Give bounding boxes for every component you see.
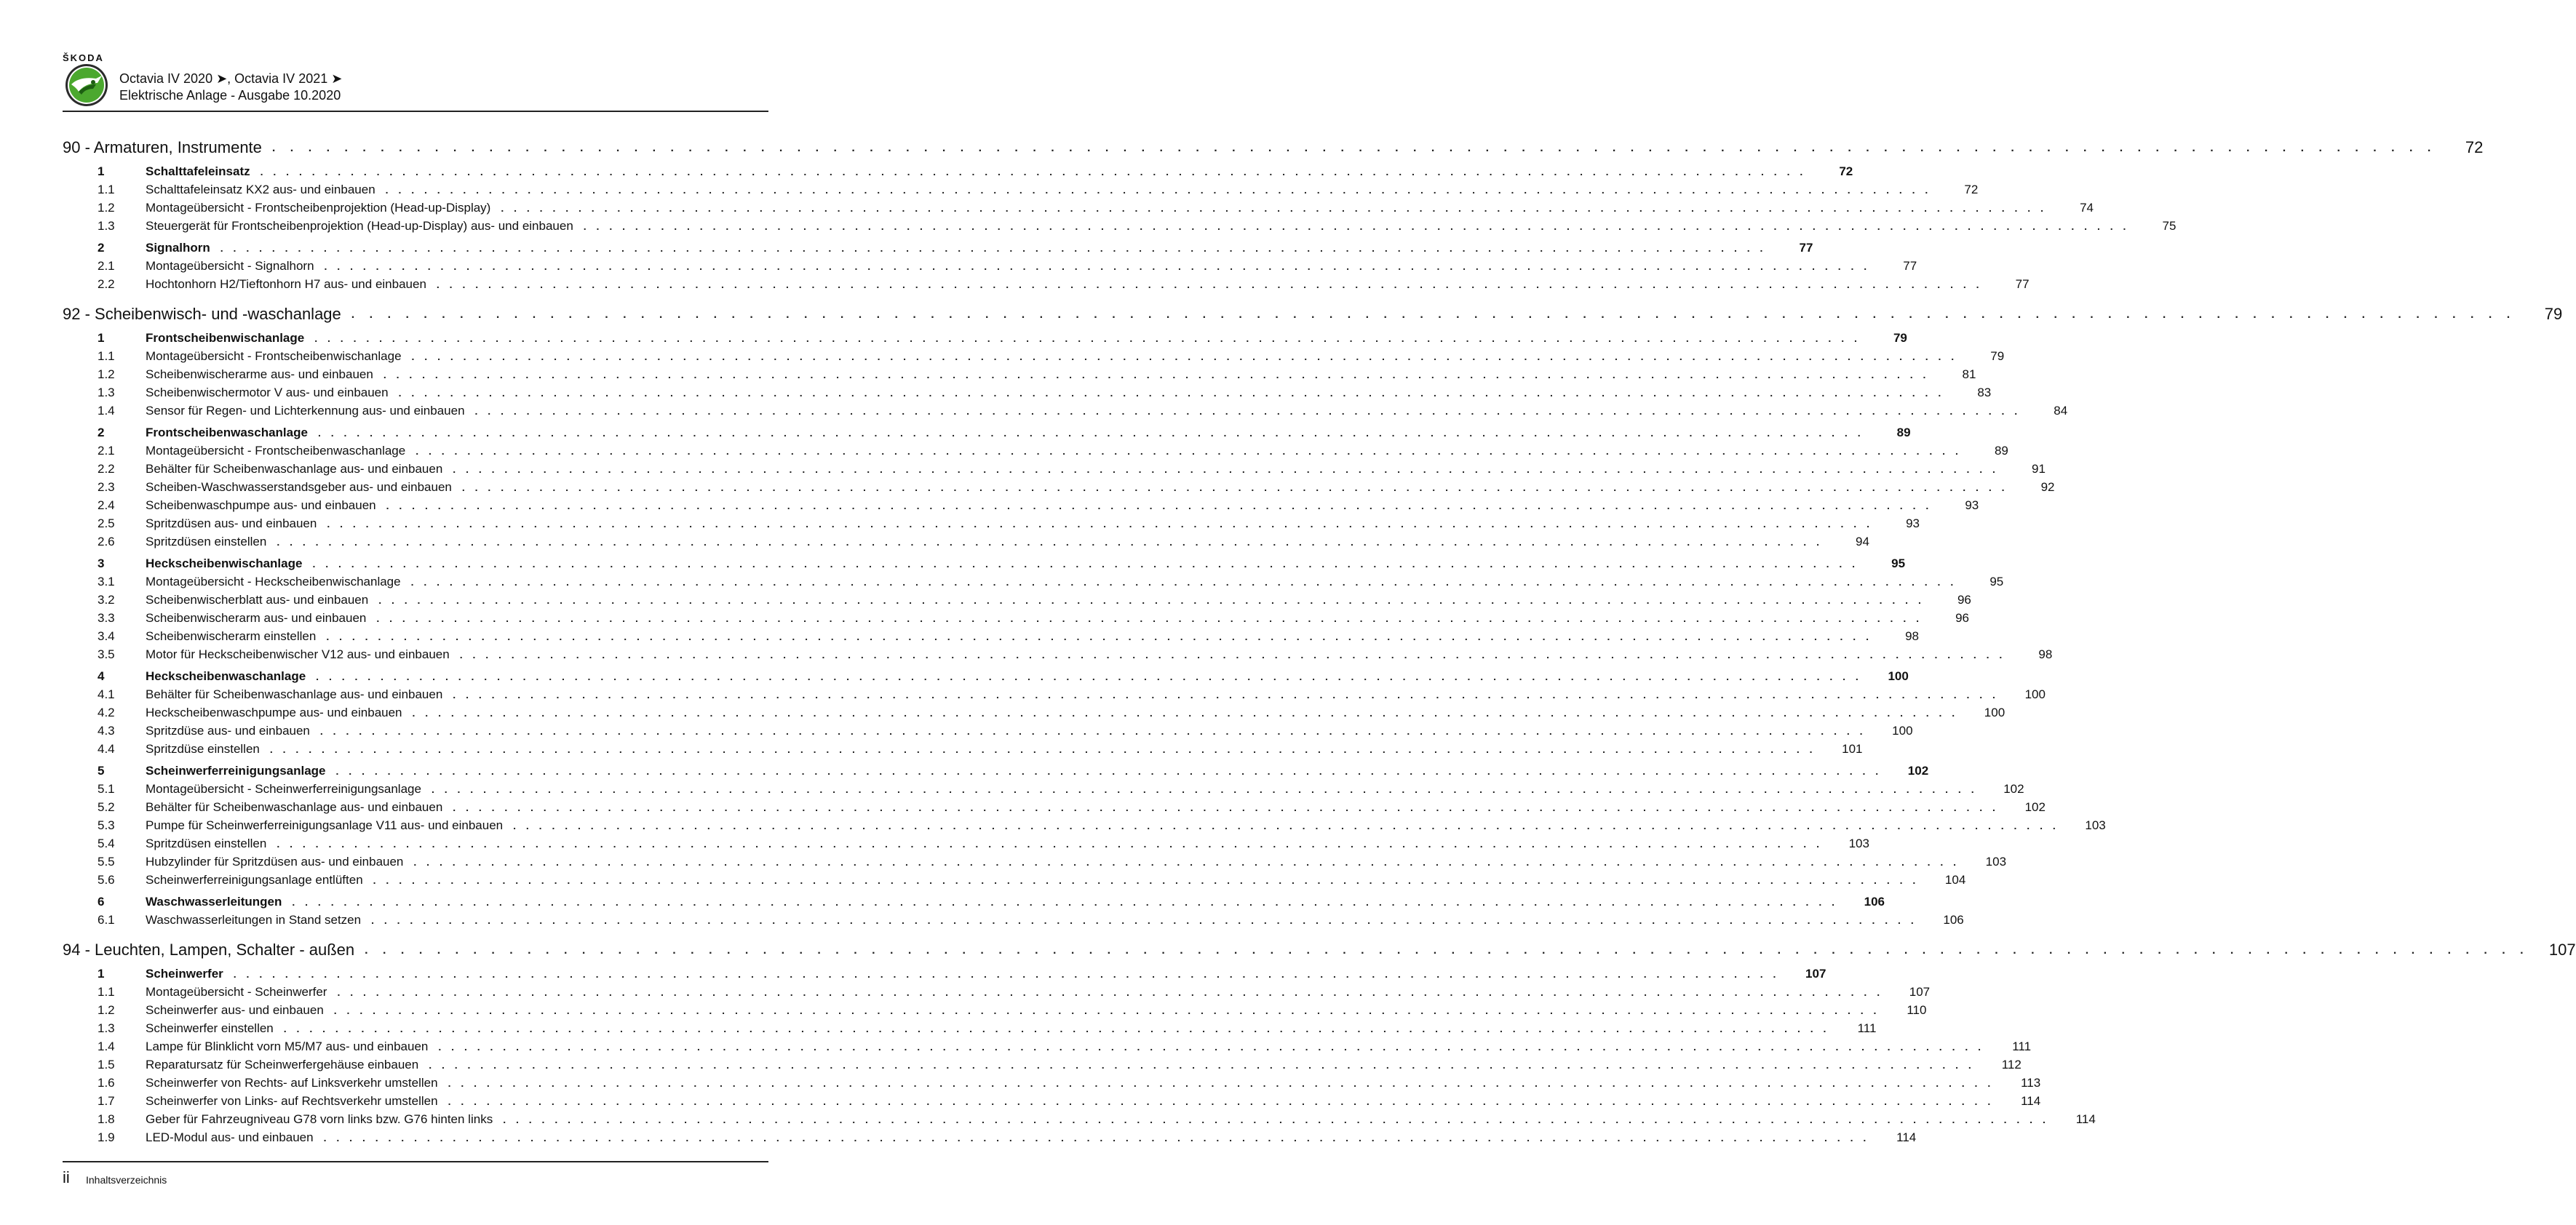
toc-dot-leader: . . . . . . . . . . . . . . . . . . . . . . . . . . . . . . . . . . . . . . . . . . . . . . . . . . . . . . . . . . . . . . . . . . . . . . . . . . . . . . . . . . . . . . . . . . . . . . . . . . . . . . . . . . . . . . . . . . . . . . . . xyxy=(271,142,2437,154)
toc-entry-title: Scheibenwischerblatt aus- und einbauen xyxy=(146,593,369,607)
toc-dot-leader: . . . . . . . . . . . . . . . . . . . . . . . . . . . . . . . . . . . . . . . . . . . . . . . . . . . . . . . . . . . . . . . . . . . . . . . . . . . . . . . . . . . . . . . . . . . . . . . . . . . . . . . . . . . . . . . . . . . . . . . . xyxy=(411,351,1958,362)
toc-page-number: 107 xyxy=(1909,985,1931,999)
toc-dot-leader: . . . . . . . . . . . . . . . . . . . . . . . . . . . . . . . . . . . . . . . . . . . . . . . . . . . . . . . . . . . . . . . . . . . . . . . . . . . . . . . . . . . . . . . . . . . . . . . . . . . . . . . . . . . . . . . . . . . . . . . . xyxy=(378,594,1925,606)
toc-page-number: 72 xyxy=(1839,164,1853,178)
toc-entry-number: 1.5 xyxy=(98,1058,115,1072)
toc-entry-number: 4.3 xyxy=(98,724,115,738)
toc-page-number: 98 xyxy=(1905,629,1919,643)
toc-entry-title: Steuergerät für Frontscheibenprojektion (Head-up-Display) aus- und einbauen xyxy=(146,219,573,233)
toc-dot-leader: . . . . . . . . . . . . . . . . . . . . . . . . . . . . . . . . . . . . . . . . . . . . . . . . . . . . . . . . . . . . . . . . . . . . . . . . . . . . . . . . . . . . . . . . . . . . . . . . . . . . . . . . . . . . . . . . . . . . . . . . xyxy=(385,184,1932,196)
toc-section-row[interactable] xyxy=(63,887,1885,909)
toc-dot-leader: . . . . . . . . . . . . . . . . . . . . . . . . . . . . . . . . . . . . . . . . . . . . . . . . . . . . . . . . . . . . . . . . . . . . . . . . . . . . . . . . . . . . . . . . . . . . . . . . . . . . . . . . . . . . . . . . . . . . . . . . xyxy=(431,783,1978,795)
toc-entry-number: 5.6 xyxy=(98,873,115,887)
toc-entry-title: Montageübersicht - Scheinwerfer xyxy=(146,985,327,999)
toc-dot-leader: . . . . . . . . . . . . . . . . . . . . . . . . . . . . . . . . . . . . . . . . . . . . . . . . . . . . . . . . . . . . . . . . . . . . . . . . . . . . . . . . . . . . . . . . . . . . . . . . . . . . . . . . . . . . . . . . . . . . . . . . xyxy=(269,743,1816,755)
toc-subsection-row[interactable] xyxy=(63,644,2053,662)
toc-chapter-title: 94 - Leuchten, Lampen, Schalter - außen xyxy=(63,941,355,959)
toc-dot-leader: . . . . . . . . . . . . . . . . . . . . . . . . . . . . . . . . . . . . . . . . . . . . . . . . . . . . . . . . . . . . . . . . . . . . . . . . . . . . . . . . . . . . . . . . . . . . . . . . . . . . . . . . . . . . . . . . . . . . . . . . xyxy=(474,405,2022,417)
toc-entry-title: Schalttafeleinsatz xyxy=(146,164,250,178)
toc-entry-title: Schalttafeleinsatz KX2 aus- und einbauen xyxy=(146,183,375,196)
toc-dot-leader: . . . . . . . . . . . . . . . . . . . . . . . . . . . . . . . . . . . . . . . . . . . . . . . . . . . . . . . . . . . . . . . . . . . . . . . . . . . . . . . . . . . . . . . . . . . . . . . . . . . . . . . . . . . . . . . . . . . . . . . . xyxy=(448,1077,1995,1089)
footer-label: Inhaltsverzeichnis xyxy=(86,1174,167,1186)
toc-chapter-row[interactable] xyxy=(63,932,2576,959)
toc-page-number: 101 xyxy=(1842,742,1863,756)
toc-entry-number: 3.2 xyxy=(98,593,115,607)
toc-entry-number: 5.3 xyxy=(98,818,115,832)
toc-section-row[interactable] xyxy=(63,157,1853,179)
toc-page-number: 72 xyxy=(1964,183,1979,196)
toc-dot-leader: . . . . . . . . . . . . . . . . . . . . . . . . . . . . . . . . . . . . . . . . . . . . . . . . . . . . . . . . . . . . . . . . . . . . . . . . . . . . . . . . . . . . . . . . . . . . . . . . . . . . . . . . . . . . . . . . . . . . . . . . xyxy=(461,482,2008,493)
toc-entry-title: Scheinwerferreinigungsanlage xyxy=(146,764,326,778)
toc-dot-leader: . . . . . . . . . . . . . . . . . . . . . . . . . . . . . . . . . . . . . . . . . . . . . . . . . . . . . . . . . . . . . . . . . . . . . . . . . . . . . . . . . . . . . . . . . . . . . . . . . . . . . . . . . . . . . . . . . . . . . . . . xyxy=(260,166,1807,177)
toc-entry-number: 1.2 xyxy=(98,201,115,215)
toc-page-number: 94 xyxy=(1856,535,1869,548)
toc-entry-title: Montageübersicht - Heckscheibenwischanlage xyxy=(146,575,401,588)
toc-dot-leader: . . . . . . . . . . . . . . . . . . . . . . . . . . . . . . . . . . . . . . . . . . . . . . . . . . . . . . . . . . . . . . . . . . . . . . . . . . . . . . . . . . . . . . . . . . . . . . . . . . . . . . . . . . . . . . . . . . . . . . . . xyxy=(365,944,2529,957)
toc-subsection-row[interactable] xyxy=(63,589,1971,607)
toc-page-number: 91 xyxy=(2032,462,2046,476)
toc-subsection-row[interactable] xyxy=(63,833,1869,851)
toc-chapter-title: 90 - Armaturen, Instrumente xyxy=(63,138,262,156)
toc-dot-leader: . . . . . . . . . . . . . . . . . . . . . . . . . . . . . . . . . . . . . . . . . . . . . . . . . . . . . . . . . . . . . . . . . . . . . . . . . . . . . . . . . . . . . . . . . . . . . . . . . . . . . . . . . . . . . . . . . . . . . . . . xyxy=(501,202,2047,214)
toc-entry-number: 3.5 xyxy=(98,647,115,661)
toc-subsection-row[interactable] xyxy=(63,215,2177,234)
toc-dot-leader: . . . . . . . . . . . . . . . . . . . . . . . . . . . . . . . . . . . . . . . . . . . . . . . . . . . . . . . . . . . . . . . . . . . . . . . . . . . . . . . . . . . . . . . . . . . . . . . . . . . . . . . . . . . . . . . . . . . . . . . . xyxy=(316,671,1862,682)
header-title-line2: Elektrische Anlage - Ausgabe 10.2020 xyxy=(119,88,341,103)
toc-page-number: 107 xyxy=(1805,967,1826,981)
toc-dot-leader: . . . . . . . . . . . . . . . . . . . . . . . . . . . . . . . . . . . . . . . . . . . . . . . . . . . . . . . . . . . . . . . . . . . . . . . . . . . . . . . . . . . . . . . . . . . . . . . . . . . . . . . . . . . . . . . . . . . . . . . . xyxy=(583,220,2130,232)
toc-dot-leader: . . . . . . . . . . . . . . . . . . . . . . . . . . . . . . . . . . . . . . . . . . . . . . . . . . . . . . . . . . . . . . . . . . . . . . . . . . . . . . . . . . . . . . . . . . . . . . . . . . . . . . . . . . . . . . . . . . . . . . . . xyxy=(429,1059,1975,1071)
toc-chapter-row[interactable] xyxy=(63,296,2563,324)
toc-page-number: 103 xyxy=(1985,855,2007,869)
toc-dot-leader: . . . . . . . . . . . . . . . . . . . . . . . . . . . . . . . . . . . . . . . . . . . . . . . . . . . . . . . . . . . . . . . . . . . . . . . . . . . . . . . . . . . . . . . . . . . . . . . . . . . . . . . . . . . . . . . . . . . . . . . . xyxy=(326,631,1872,642)
toc-entry-title: Scheinwerfer aus- und einbauen xyxy=(146,1003,324,1017)
toc-dot-leader: . . . . . . . . . . . . . . . . . . . . . . . . . . . . . . . . . . . . . . . . . . . . . . . . . . . . . . . . . . . . . . . . . . . . . . . . . . . . . . . . . . . . . . . . . . . . . . . . . . . . . . . . . . . . . . . . . . . . . . . . xyxy=(317,427,1864,439)
toc-dot-leader: . . . . . . . . . . . . . . . . . . . . . . . . . . . . . . . . . . . . . . . . . . . . . . . . . . . . . . . . . . . . . . . . . . . . . . . . . . . . . . . . . . . . . . . . . . . . . . . . . . . . . . . . . . . . . . . . . . . . . . . . xyxy=(416,445,1962,457)
toc-entry-number: 3.3 xyxy=(98,611,115,625)
toc-page-number: 113 xyxy=(2021,1076,2041,1090)
toc-dot-leader: . . . . . . . . . . . . . . . . . . . . . . . . . . . . . . . . . . . . . . . . . . . . . . . . . . . . . . . . . . . . . . . . . . . . . . . . . . . . . . . . . . . . . . . . . . . . . . . . . . . . . . . . . . . . . . . . . . . . . . . . xyxy=(453,463,1999,475)
toc-dot-leader: . . . . . . . . . . . . . . . . . . . . . . . . . . . . . . . . . . . . . . . . . . . . . . . . . . . . . . . . . . . . . . . . . . . . . . . . . . . . . . . . . . . . . . . . . . . . . . . . . . . . . . . . . . . . . . . . . . . . . . . . xyxy=(453,802,1999,813)
toc-subsection-row[interactable] xyxy=(63,797,2046,815)
toc-dot-leader: . . . . . . . . . . . . . . . . . . . . . . . . . . . . . . . . . . . . . . . . . . . . . . . . . . . . . . . . . . . . . . . . . . . . . . . . . . . . . . . . . . . . . . . . . . . . . . . . . . . . . . . . . . . . . . . . . . . . . . . . xyxy=(314,332,1861,344)
toc-dot-leader: . . . . . . . . . . . . . . . . . . . . . . . . . . . . . . . . . . . . . . . . . . . . . . . . . . . . . . . . . . . . . . . . . . . . . . . . . . . . . . . . . . . . . . . . . . . . . . . . . . . . . . . . . . . . . . . . . . . . . . . . xyxy=(233,968,1780,980)
toc-dot-leader: . . . . . . . . . . . . . . . . . . . . . . . . . . . . . . . . . . . . . . . . . . . . . . . . . . . . . . . . . . . . . . . . . . . . . . . . . . . . . . . . . . . . . . . . . . . . . . . . . . . . . . . . . . . . . . . . . . . . . . . . xyxy=(333,1005,1880,1016)
toc-entry-number: 2 xyxy=(98,426,105,439)
toc-entry-title: Scheinwerferreinigungsanlage entlüften xyxy=(146,873,363,887)
toc-subsection-row[interactable] xyxy=(63,1090,2041,1109)
toc-subsection-row[interactable] xyxy=(63,400,2068,418)
toc-page-number: 103 xyxy=(1848,837,1869,850)
toc-page-number: 104 xyxy=(1944,873,1966,887)
toc-dot-leader: . . . . . . . . . . . . . . . . . . . . . . . . . . . . . . . . . . . . . . . . . . . . . . . . . . . . . . . . . . . . . . . . . . . . . . . . . . . . . . . . . . . . . . . . . . . . . . . . . . . . . . . . . . . . . . . . . . . . . . . . xyxy=(376,612,1923,624)
toc-subsection-row[interactable] xyxy=(63,1127,1917,1145)
toc-page-number: 100 xyxy=(1892,724,1913,738)
toc-entry-number: 1 xyxy=(98,164,105,178)
toc-entry-title: Scheibenwischerarm einstellen xyxy=(146,629,317,643)
toc-subsection-row[interactable] xyxy=(63,495,1979,513)
toc-entry-number: 4.1 xyxy=(98,687,115,701)
toc-dot-leader: . . . . . . . . . . . . . . . . . . . . . . . . . . . . . . . . . . . . . . . . . . . . . . . . . . . . . . . . . . . . . . . . . . . . . . . . . . . . . . . . . . . . . . . . . . . . . . . . . . . . . . . . . . . . . . . . . . . . . . . . xyxy=(513,820,2059,831)
toc-dot-leader: . . . . . . . . . . . . . . . . . . . . . . . . . . . . . . . . . . . . . . . . . . . . . . . . . . . . . . . . . . . . . . . . . . . . . . . . . . . . . . . . . . . . . . . . . . . . . . . . . . . . . . . . . . . . . . . . . . . . . . . . xyxy=(413,856,1960,868)
toc-dot-leader: . . . . . . . . . . . . . . . . . . . . . . . . . . . . . . . . . . . . . . . . . . . . . . . . . . . . . . . . . . . . . . . . . . . . . . . . . . . . . . . . . . . . . . . . . . . . . . . . . . . . . . . . . . . . . . . . . . . . . . . . xyxy=(453,689,1999,701)
toc-subsection-row[interactable] xyxy=(63,815,2106,833)
toc-entry-number: 1.6 xyxy=(98,1076,115,1090)
toc-entry-number: 6 xyxy=(98,895,105,909)
toc-entry-number: 4 xyxy=(98,669,105,683)
toc-subsection-row[interactable] xyxy=(63,851,2007,869)
toc-subsection-row[interactable] xyxy=(63,684,2046,702)
toc-dot-leader: . . . . . . . . . . . . . . . . . . . . . . . . . . . . . . . . . . . . . . . . . . . . . . . . . . . . . . . . . . . . . . . . . . . . . . . . . . . . . . . . . . . . . . . . . . . . . . . . . . . . . . . . . . . . . . . . . . . . . . . . xyxy=(386,500,1933,511)
toc-dot-leader: . . . . . . . . . . . . . . . . . . . . . . . . . . . . . . . . . . . . . . . . . . . . . . . . . . . . . . . . . . . . . . . . . . . . . . . . . . . . . . . . . . . . . . . . . . . . . . . . . . . . . . . . . . . . . . . . . . . . . . . . xyxy=(277,838,1823,850)
toc-entry-number: 2.5 xyxy=(98,516,115,530)
toc-subsection-row[interactable] xyxy=(63,571,2004,589)
brand-wordmark: ŠKODA xyxy=(63,52,104,63)
toc-section-row[interactable] xyxy=(63,324,1907,346)
toc-page-number: 81 xyxy=(1962,367,1976,381)
toc-page-number: 93 xyxy=(1965,498,1979,512)
toc-subsection-row[interactable] xyxy=(63,869,1966,887)
toc-subsection-row[interactable] xyxy=(63,531,1869,549)
toc-dot-leader: . . . . . . . . . . . . . . . . . . . . . . . . . . . . . . . . . . . . . . . . . . . . . . . . . . . . . . . . . . . . . . . . . . . . . . . . . . . . . . . . . . . . . . . . . . . . . . . . . . . . . . . . . . . . . . . . . . . . . . . . xyxy=(410,576,1957,588)
toc-page-number: 72 xyxy=(2465,138,2484,156)
toc-entry-title: Spritzdüsen einstellen xyxy=(146,837,267,850)
toc-subsection-row[interactable] xyxy=(63,364,1976,382)
toc-entry-title: Frontscheibenwischanlage xyxy=(146,331,305,345)
toc-page-number: 75 xyxy=(2162,219,2177,233)
toc-dot-leader: . . . . . . . . . . . . . . . . . . . . . . . . . . . . . . . . . . . . . . . . . . . . . . . . . . . . . . . . . . . . . . . . . . . . . . . . . . . . . . . . . . . . . . . . . . . . . . . . . . . . . . . . . . . . . . . . . . . . . . . . xyxy=(383,369,1930,380)
toc-page-number: 77 xyxy=(1903,259,1917,273)
header-divider xyxy=(63,111,768,112)
toc-subsection-row[interactable] xyxy=(63,1109,2096,1127)
toc-dot-leader: . . . . . . . . . . . . . . . . . . . . . . . . . . . . . . . . . . . . . . . . . . . . . . . . . . . . . . . . . . . . . . . . . . . . . . . . . . . . . . . . . . . . . . . . . . . . . . . . . . . . . . . . . . . . . . . . . . . . . . . . xyxy=(220,242,1767,254)
toc-subsection-row[interactable] xyxy=(63,778,2024,797)
toc-page-number: 77 xyxy=(2015,277,2030,291)
toc-entry-number: 1.8 xyxy=(98,1112,115,1126)
toc-chapter-row[interactable] xyxy=(63,129,2484,157)
toc-entry-title: Behälter für Scheibenwaschanlage aus- und einbauen xyxy=(146,687,443,701)
toc-page-number: 79 xyxy=(1990,349,2005,363)
toc-entry-title: Montageübersicht - Signalhorn xyxy=(146,259,314,273)
toc-subsection-row[interactable] xyxy=(63,197,2094,215)
toc-page-number: 84 xyxy=(2054,404,2068,418)
toc-subsection-row[interactable] xyxy=(63,720,1913,738)
toc-page-number: 106 xyxy=(1943,913,1964,927)
toc-entry-number: 1.3 xyxy=(98,1021,115,1035)
toc-section-row[interactable] xyxy=(63,234,1813,255)
toc-page-number: 79 xyxy=(2544,305,2563,323)
toc-dot-leader: . . . . . . . . . . . . . . . . . . . . . . . . . . . . . . . . . . . . . . . . . . . . . . . . . . . . . . . . . . . . . . . . . . . . . . . . . . . . . . . . . . . . . . . . . . . . . . . . . . . . . . . . . . . . . . . . . . . . . . . . xyxy=(438,1041,1985,1053)
toc-entry-title: Scheibenwischerarm aus- und einbauen xyxy=(146,611,367,625)
toc-subsection-row[interactable] xyxy=(63,255,1917,274)
toc-dot-leader: . . . . . . . . . . . . . . . . . . . . . . . . . . . . . . . . . . . . . . . . . . . . . . . . . . . . . . . . . . . . . . . . . . . . . . . . . . . . . . . . . . . . . . . . . . . . . . . . . . . . . . . . . . . . . . . . . . . . . . . . xyxy=(292,896,1839,908)
toc-subsection-row[interactable] xyxy=(63,1072,2041,1090)
toc-entry-number: 4.4 xyxy=(98,742,115,756)
toc-entry-number: 1.1 xyxy=(98,349,115,363)
toc-entry-title: Heckscheibenwaschpumpe aus- und einbauen xyxy=(146,706,402,719)
toc-entry-number: 2.1 xyxy=(98,444,115,458)
toc-entry-number: 5.2 xyxy=(98,800,115,814)
toc-dot-leader: . . . . . . . . . . . . . . . . . . . . . . . . . . . . . . . . . . . . . . . . . . . . . . . . . . . . . . . . . . . . . . . . . . . . . . . . . . . . . . . . . . . . . . . . . . . . . . . . . . . . . . . . . . . . . . . . . . . . . . . . xyxy=(436,279,1983,290)
toc-entry-number: 2.3 xyxy=(98,480,115,494)
toc-entry-title: Hubzylinder für Spritzdüsen aus- und einbauen xyxy=(146,855,404,869)
toc-entry-number: 1 xyxy=(98,331,105,345)
skoda-logo-icon xyxy=(64,63,109,108)
footer-page-number: ii xyxy=(63,1168,70,1186)
toc-entry-number: 3.4 xyxy=(98,629,115,643)
toc-subsection-row[interactable] xyxy=(63,458,2046,476)
toc-entry-title: Waschwasserleitungen in Stand setzen xyxy=(146,913,362,927)
toc-subsection-row[interactable] xyxy=(63,274,2030,292)
toc-entry-number: 1.1 xyxy=(98,183,115,196)
toc-entry-number: 1.4 xyxy=(98,1040,115,1053)
toc-dot-leader: . . . . . . . . . . . . . . . . . . . . . . . . . . . . . . . . . . . . . . . . . . . . . . . . . . . . . . . . . . . . . . . . . . . . . . . . . . . . . . . . . . . . . . . . . . . . . . . . . . . . . . . . . . . . . . . . . . . . . . . . xyxy=(351,308,2516,321)
toc-entry-title: Lampe für Blinklicht vorn M5/M7 aus- und einbauen xyxy=(146,1040,429,1053)
toc-dot-leader: . . . . . . . . . . . . . . . . . . . . . . . . . . . . . . . . . . . . . . . . . . . . . . . . . . . . . . . . . . . . . . . . . . . . . . . . . . . . . . . . . . . . . . . . . . . . . . . . . . . . . . . . . . . . . . . . . . . . . . . . xyxy=(335,765,1883,777)
toc-entry-title: Scheiben-Waschwasserstandsgeber aus- und einbauen xyxy=(146,480,452,494)
toc-page-number: 114 xyxy=(2075,1112,2096,1126)
toc-page-number: 111 xyxy=(2012,1040,2032,1053)
toc-entry-title: Spritzdüse aus- und einbauen xyxy=(146,724,310,738)
toc-section-row[interactable] xyxy=(63,418,1911,440)
toc-dot-leader: . . . . . . . . . . . . . . . . . . . . . . . . . . . . . . . . . . . . . . . . . . . . . . . . . . . . . . . . . . . . . . . . . . . . . . . . . . . . . . . . . . . . . . . . . . . . . . . . . . . . . . . . . . . . . . . . . . . . . . . . xyxy=(337,986,1884,998)
toc-entry-title: Waschwasserleitungen xyxy=(146,895,282,909)
toc-entry-number: 1 xyxy=(98,967,105,981)
toc-dot-leader: . . . . . . . . . . . . . . . . . . . . . . . . . . . . . . . . . . . . . . . . . . . . . . . . . . . . . . . . . . . . . . . . . . . . . . . . . . . . . . . . . . . . . . . . . . . . . . . . . . . . . . . . . . . . . . . . . . . . . . . . xyxy=(503,1114,2049,1125)
toc-dot-leader: . . . . . . . . . . . . . . . . . . . . . . . . . . . . . . . . . . . . . . . . . . . . . . . . . . . . . . . . . . . . . . . . . . . . . . . . . . . . . . . . . . . . . . . . . . . . . . . . . . . . . . . . . . . . . . . . . . . . . . . . xyxy=(373,874,1920,886)
toc-dot-leader: . . . . . . . . . . . . . . . . . . . . . . . . . . . . . . . . . . . . . . . . . . . . . . . . . . . . . . . . . . . . . . . . . . . . . . . . . . . . . . . . . . . . . . . . . . . . . . . . . . . . . . . . . . . . . . . . . . . . . . . . xyxy=(412,707,1959,719)
toc-entry-title: Motor für Heckscheibenwischer V12 aus- und einbauen xyxy=(146,647,450,661)
toc-page-number: 96 xyxy=(1957,593,1971,607)
toc-entry-number: 6.1 xyxy=(98,913,115,927)
toc-page-number: 74 xyxy=(2080,201,2094,215)
toc-entry-number: 1.2 xyxy=(98,1003,115,1017)
toc-page-number: 102 xyxy=(1907,764,1929,778)
toc-entry-title: Sensor für Regen- und Lichterkennung aus- und einbauen xyxy=(146,404,465,418)
toc-entry-title: Scheibenwischermotor V aus- und einbauen xyxy=(146,386,389,399)
toc-entry-number: 1.2 xyxy=(98,367,115,381)
toc-entry-title: Spritzdüsen einstellen xyxy=(146,535,267,548)
toc-page-number: 96 xyxy=(1955,611,1969,625)
toc-page-number: 89 xyxy=(1994,444,2008,458)
toc-page-number: 92 xyxy=(2040,480,2055,494)
toc-subsection-row[interactable] xyxy=(63,626,1919,644)
toc-entry-number: 5.1 xyxy=(98,782,115,796)
toc-subsection-row[interactable] xyxy=(63,179,1979,197)
page-header xyxy=(63,52,768,111)
toc-dot-leader: . . . . . . . . . . . . . . . . . . . . . . . . . . . . . . . . . . . . . . . . . . . . . . . . . . . . . . . . . . . . . . . . . . . . . . . . . . . . . . . . . . . . . . . . . . . . . . . . . . . . . . . . . . . . . . . . . . . . . . . . xyxy=(277,536,1823,548)
toc-dot-leader: . . . . . . . . . . . . . . . . . . . . . . . . . . . . . . . . . . . . . . . . . . . . . . . . . . . . . . . . . . . . . . . . . . . . . . . . . . . . . . . . . . . . . . . . . . . . . . . . . . . . . . . . . . . . . . . . . . . . . . . . xyxy=(324,260,1871,272)
toc-section-row[interactable] xyxy=(63,757,1929,778)
toc-entry-title: Geber für Fahrzeugniveau G78 vorn links bzw. G76 hinten links xyxy=(146,1112,493,1126)
toc-entry-number: 5.5 xyxy=(98,855,115,869)
toc-entry-title: Behälter für Scheibenwaschanlage aus- und einbauen xyxy=(146,800,443,814)
toc-page-number: 100 xyxy=(1888,669,1909,683)
toc-chapter-title: 92 - Scheibenwisch- und -waschanlage xyxy=(63,305,341,323)
toc-entry-title: Scheibenwaschpumpe aus- und einbauen xyxy=(146,498,376,512)
toc-dot-leader: . . . . . . . . . . . . . . . . . . . . . . . . . . . . . . . . . . . . . . . . . . . . . . . . . . . . . . . . . . . . . . . . . . . . . . . . . . . . . . . . . . . . . . . . . . . . . . . . . . . . . . . . . . . . . . . . . . . . . . . . xyxy=(319,725,1867,737)
toc-subsection-row[interactable] xyxy=(63,981,1931,999)
toc-section-row[interactable] xyxy=(63,662,1909,684)
toc-page-number: 103 xyxy=(2085,818,2106,832)
toc-page-number: 98 xyxy=(2038,647,2053,661)
toc-page-number: 107 xyxy=(2548,941,2576,959)
toc-entry-number: 1.3 xyxy=(98,386,115,399)
header-title-line1: Octavia IV 2020 ➤, Octavia IV 2021 ➤ xyxy=(119,71,343,86)
toc-entry-title: Montageübersicht - Scheinwerferreinigungsanlage xyxy=(146,782,421,796)
toc-entry-number: 2 xyxy=(98,241,105,255)
toc-page-number: 77 xyxy=(1799,241,1813,255)
toc-entry-number: 2.1 xyxy=(98,259,115,273)
toc-entry-title: Scheinwerfer xyxy=(146,967,223,981)
toc-page-number: 112 xyxy=(2001,1058,2022,1072)
toc-entry-number: 5.4 xyxy=(98,837,115,850)
table-of-contents xyxy=(63,129,2576,1145)
toc-dot-leader: . . . . . . . . . . . . . . . . . . . . . . . . . . . . . . . . . . . . . . . . . . . . . . . . . . . . . . . . . . . . . . . . . . . . . . . . . . . . . . . . . . . . . . . . . . . . . . . . . . . . . . . . . . . . . . . . . . . . . . . . xyxy=(283,1023,1830,1034)
toc-page-number: 114 xyxy=(1896,1130,1917,1144)
toc-subsection-row[interactable] xyxy=(63,909,1964,927)
toc-subsection-row[interactable] xyxy=(63,1054,2022,1072)
toc-entry-title: Pumpe für Scheinwerferreinigungsanlage V11 aus- und einbauen xyxy=(146,818,504,832)
toc-page-number: 114 xyxy=(2021,1094,2041,1108)
toc-section-row[interactable] xyxy=(63,549,1906,571)
toc-entry-number: 2.6 xyxy=(98,535,115,548)
toc-entry-title: Scheinwerfer von Links- auf Rechtsverkehr umstellen xyxy=(146,1094,438,1108)
toc-dot-leader: . . . . . . . . . . . . . . . . . . . . . . . . . . . . . . . . . . . . . . . . . . . . . . . . . . . . . . . . . . . . . . . . . . . . . . . . . . . . . . . . . . . . . . . . . . . . . . . . . . . . . . . . . . . . . . . . . . . . . . . . xyxy=(323,1132,1870,1144)
toc-entry-number: 1.4 xyxy=(98,404,115,418)
toc-subsection-row[interactable] xyxy=(63,1036,2032,1054)
toc-entry-number: 1.7 xyxy=(98,1094,115,1108)
toc-subsection-row[interactable] xyxy=(63,738,1863,757)
toc-dot-leader: . . . . . . . . . . . . . . . . . . . . . . . . . . . . . . . . . . . . . . . . . . . . . . . . . . . . . . . . . . . . . . . . . . . . . . . . . . . . . . . . . . . . . . . . . . . . . . . . . . . . . . . . . . . . . . . . . . . . . . . . xyxy=(371,914,1917,926)
toc-dot-leader: . . . . . . . . . . . . . . . . . . . . . . . . . . . . . . . . . . . . . . . . . . . . . . . . . . . . . . . . . . . . . . . . . . . . . . . . . . . . . . . . . . . . . . . . . . . . . . . . . . . . . . . . . . . . . . . . . . . . . . . . xyxy=(448,1096,1995,1107)
toc-dot-leader: . . . . . . . . . . . . . . . . . . . . . . . . . . . . . . . . . . . . . . . . . . . . . . . . . . . . . . . . . . . . . . . . . . . . . . . . . . . . . . . . . . . . . . . . . . . . . . . . . . . . . . . . . . . . . . . . . . . . . . . . xyxy=(327,518,1873,530)
toc-entry-title: Spritzdüsen aus- und einbauen xyxy=(146,516,317,530)
toc-entry-title: Scheinwerfer einstellen xyxy=(146,1021,274,1035)
toc-entry-title: Signalhorn xyxy=(146,241,210,255)
toc-entry-title: Montageübersicht - Frontscheibenwischanlage xyxy=(146,349,402,363)
toc-entry-number: 1.1 xyxy=(98,985,115,999)
toc-entry-number: 1.9 xyxy=(98,1130,115,1144)
toc-entry-title: Reparatursatz für Scheinwerfergehäuse einbauen xyxy=(146,1058,419,1072)
toc-section-row[interactable] xyxy=(63,959,1826,981)
toc-entry-number: 3.1 xyxy=(98,575,115,588)
toc-page-number: 83 xyxy=(1977,386,1992,399)
toc-subsection-row[interactable] xyxy=(63,440,2008,458)
toc-entry-number: 5 xyxy=(98,764,105,778)
toc-entry-number: 3 xyxy=(98,556,105,570)
toc-entry-title: Heckscheibenwaschanlage xyxy=(146,669,306,683)
toc-subsection-row[interactable] xyxy=(63,382,1992,400)
toc-page-number: 95 xyxy=(1989,575,2004,588)
toc-entry-title: Hochtonhorn H2/Tieftonhorn H7 aus- und einbauen xyxy=(146,277,426,291)
toc-subsection-row[interactable] xyxy=(63,1018,1877,1036)
toc-page-number: 95 xyxy=(1891,556,1906,570)
toc-dot-leader: . . . . . . . . . . . . . . . . . . . . . . . . . . . . . . . . . . . . . . . . . . . . . . . . . . . . . . . . . . . . . . . . . . . . . . . . . . . . . . . . . . . . . . . . . . . . . . . . . . . . . . . . . . . . . . . . . . . . . . . . xyxy=(459,649,2006,661)
toc-entry-title: Scheibenwischerarme aus- und einbauen xyxy=(146,367,373,381)
toc-entry-title: Scheinwerfer von Rechts- auf Linksverkehr umstellen xyxy=(146,1076,438,1090)
toc-entry-title: Heckscheibenwischanlage xyxy=(146,556,303,570)
toc-entry-number: 4.2 xyxy=(98,706,115,719)
toc-entry-title: Frontscheibenwaschanlage xyxy=(146,426,308,439)
toc-subsection-row[interactable] xyxy=(63,513,1920,531)
toc-dot-leader: . . . . . . . . . . . . . . . . . . . . . . . . . . . . . . . . . . . . . . . . . . . . . . . . . . . . . . . . . . . . . . . . . . . . . . . . . . . . . . . . . . . . . . . . . . . . . . . . . . . . . . . . . . . . . . . . . . . . . . . . xyxy=(398,387,1945,399)
toc-subsection-row[interactable] xyxy=(63,702,2005,720)
toc-subsection-row[interactable] xyxy=(63,476,2055,495)
toc-page-number: 111 xyxy=(1857,1021,1877,1035)
toc-page-number: 102 xyxy=(2003,782,2024,796)
toc-page-number: 106 xyxy=(1864,895,1885,909)
toc-entry-number: 2.4 xyxy=(98,498,115,512)
toc-page-number: 102 xyxy=(2024,800,2046,814)
toc-entry-title: Montageübersicht - Frontscheibenprojektion (Head-up-Display) xyxy=(146,201,491,215)
toc-entry-title: Behälter für Scheibenwaschanlage aus- und einbauen xyxy=(146,462,443,476)
toc-page-number: 89 xyxy=(1896,426,1911,439)
toc-entry-title: LED-Modul aus- und einbauen xyxy=(146,1130,314,1144)
toc-entry-number: 2.2 xyxy=(98,462,115,476)
toc-entry-title: Montageübersicht - Frontscheibenwaschanlage xyxy=(146,444,406,458)
toc-page-number: 110 xyxy=(1907,1003,1927,1017)
toc-page-number: 79 xyxy=(1893,331,1907,345)
toc-dot-leader: . . . . . . . . . . . . . . . . . . . . . . . . . . . . . . . . . . . . . . . . . . . . . . . . . . . . . . . . . . . . . . . . . . . . . . . . . . . . . . . . . . . . . . . . . . . . . . . . . . . . . . . . . . . . . . . . . . . . . . . . xyxy=(312,558,1859,570)
footer-divider xyxy=(63,1161,768,1162)
toc-subsection-row[interactable] xyxy=(63,346,2005,364)
toc-page-number: 100 xyxy=(1984,706,2005,719)
toc-entry-number: 2.2 xyxy=(98,277,115,291)
toc-subsection-row[interactable] xyxy=(63,999,1927,1018)
toc-page-number: 100 xyxy=(2024,687,2046,701)
toc-entry-title: Spritzdüse einstellen xyxy=(146,742,260,756)
toc-entry-number: 1.3 xyxy=(98,219,115,233)
toc-page-number: 93 xyxy=(1906,516,1920,530)
toc-subsection-row[interactable] xyxy=(63,607,1969,626)
